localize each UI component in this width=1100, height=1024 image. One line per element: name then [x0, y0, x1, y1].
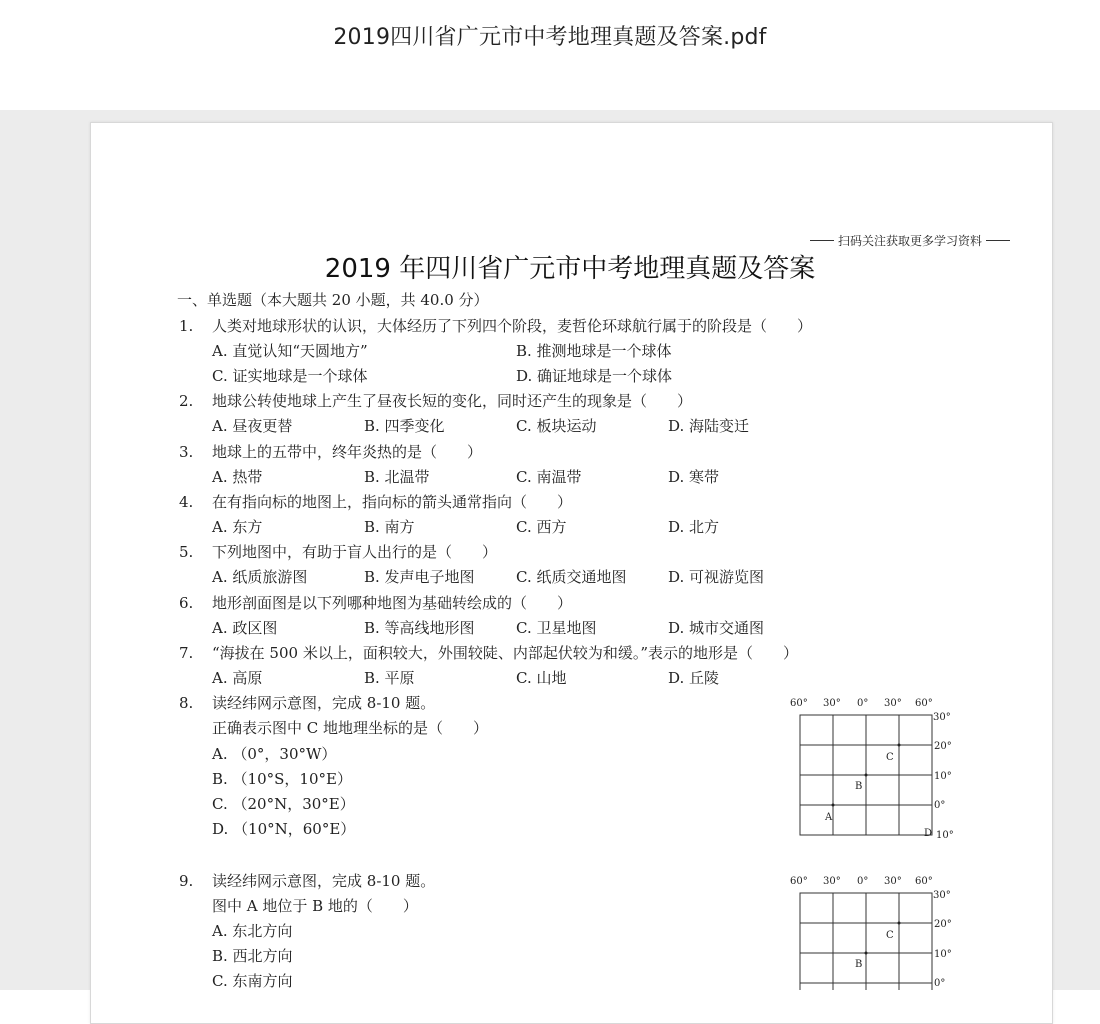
question-number: 1.	[179, 317, 194, 335]
lon-label: 60°	[915, 876, 933, 887]
lat-lon-grid	[785, 868, 965, 990]
title-bar	[0, 0, 1100, 110]
question-subtext: 正确表示图中 C 地地理坐标的是（ ）	[212, 719, 489, 737]
point-label: B	[855, 959, 863, 970]
lat-label: 0°	[934, 800, 946, 811]
option: A. 东方	[212, 518, 263, 536]
question-text: 读经纬网示意图，完成 8-10 题。	[212, 872, 436, 890]
question-text: 下列地图中，有助于盲人出行的是（ ）	[212, 543, 498, 561]
lon-label: 30°	[823, 698, 841, 709]
option: D. 确证地球是一个球体	[516, 367, 673, 385]
question-number: 3.	[179, 443, 194, 461]
option: B. 平原	[364, 669, 415, 687]
option: D. 可视游览图	[668, 568, 765, 586]
document-title: 2019 年四川省广元市中考地理真题及答案	[324, 254, 816, 284]
question-number: 5.	[179, 543, 194, 561]
option: C. 板块运动	[516, 417, 597, 435]
option: C. （20°N，30°E）	[212, 795, 355, 813]
option: A. 纸质旅游图	[212, 568, 308, 586]
option: A. 高原	[212, 669, 263, 687]
lon-label: 0°	[857, 876, 869, 887]
lat-label: 0°	[934, 978, 946, 989]
promo-dash-right	[986, 240, 1010, 242]
promo-text: 扫码关注获取更多学习资料	[838, 234, 983, 248]
question-text: 人类对地球形状的认识，大体经历了下列四个阶段，麦哲伦环球航行属于的阶段是（ ）	[212, 317, 813, 335]
lon-label: 30°	[884, 876, 902, 887]
lat-label: 10°	[934, 949, 952, 960]
option: B. 推测地球是一个球体	[516, 342, 672, 360]
option: B. 发声电子地图	[364, 568, 475, 586]
option: A. 政区图	[212, 619, 278, 637]
question-text: 在有指向标的地图上，指向标的箭头通常指向（ ）	[212, 493, 573, 511]
question-text: “海拔在 500 米以上，面积较大，外围较陡、内部起伏较为和缓。”表示的地形是（ ）	[212, 644, 799, 662]
lat-lon-grid-figure	[785, 690, 965, 845]
point-label: B	[855, 781, 863, 792]
option: C. 卫星地图	[516, 619, 597, 637]
point-label: C	[886, 930, 894, 941]
option: C. 西方	[516, 518, 567, 536]
question-text: 读经纬网示意图，完成 8-10 题。	[212, 694, 436, 712]
lon-label: 60°	[915, 698, 933, 709]
lat-label: 10°	[936, 830, 954, 841]
option: B. （10°S，10°E）	[212, 770, 352, 788]
option: A. 东北方向	[212, 922, 293, 940]
question-number: 6.	[179, 594, 194, 612]
option: A. （0°，30°W）	[212, 745, 337, 763]
lon-label: 60°	[790, 698, 808, 709]
option: B. 等高线地形图	[364, 619, 475, 637]
question-text: 地球公转使地球上产生了昼夜长短的变化，同时还产生的现象是（ ）	[212, 392, 693, 410]
question-number: 7.	[179, 644, 194, 662]
lat-lon-grid	[785, 690, 965, 845]
question-text: 地球上的五带中，终年炎热的是（ ）	[212, 443, 483, 461]
promo-dash-left	[810, 240, 834, 242]
lon-label: 60°	[790, 876, 808, 887]
question-text: 地形剖面图是以下列哪种地图为基础转绘成的（ ）	[212, 594, 573, 612]
lon-label: 30°	[884, 698, 902, 709]
question-number: 2.	[179, 392, 194, 410]
option: B. 四季变化	[364, 417, 445, 435]
option: D. 海陆变迁	[668, 417, 750, 435]
option: B. 北温带	[364, 468, 430, 486]
option: D. （10°N，60°E）	[212, 820, 356, 838]
option: D. 北方	[668, 518, 720, 536]
option: C. 山地	[516, 669, 567, 687]
option: A. 直觉认知“天圆地方”	[212, 342, 368, 360]
question-number: 9.	[179, 872, 194, 890]
question-number: 4.	[179, 493, 194, 511]
lat-label: 20°	[934, 919, 952, 930]
option: A. 热带	[212, 468, 263, 486]
file-title: 2019四川省广元市中考地理真题及答案.pdf	[333, 25, 767, 50]
option: C. 东南方向	[212, 972, 293, 990]
point-label: A	[825, 812, 833, 823]
lat-label: 30°	[933, 712, 951, 723]
point-label: D	[924, 828, 933, 839]
option: D. 城市交通图	[668, 619, 765, 637]
lon-label: 0°	[857, 698, 869, 709]
option: B. 西北方向	[212, 947, 293, 965]
lat-label: 20°	[934, 741, 952, 752]
lat-label: 10°	[934, 771, 952, 782]
option: B. 南方	[364, 518, 415, 536]
question-number: 8.	[179, 694, 194, 712]
lat-label: 30°	[933, 890, 951, 901]
lat-lon-grid-figure	[785, 868, 965, 990]
option: C. 南温带	[516, 468, 582, 486]
option: D. 寒带	[668, 468, 720, 486]
promo-banner	[810, 232, 1010, 249]
section-heading: 一、单选题（本大题共 20 小题，共 40.0 分）	[177, 291, 489, 309]
option: A. 昼夜更替	[212, 417, 293, 435]
option: C. 纸质交通地图	[516, 568, 627, 586]
question-subtext: 图中 A 地位于 B 地的（ ）	[212, 897, 418, 915]
option: C. 证实地球是一个球体	[212, 367, 368, 385]
lon-label: 30°	[823, 876, 841, 887]
option: D. 丘陵	[668, 669, 720, 687]
point-label: C	[886, 752, 894, 763]
